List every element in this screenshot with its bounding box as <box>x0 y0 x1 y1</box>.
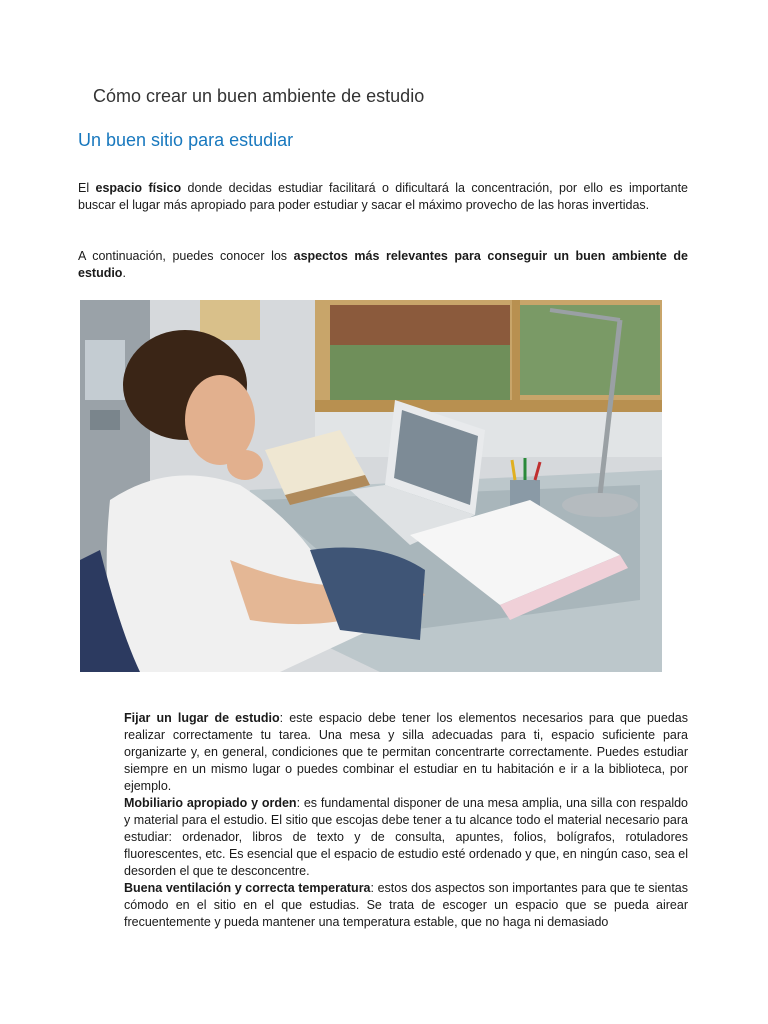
document-title: Cómo crear un buen ambiente de estudio <box>93 86 425 106</box>
paragraph-bold-text: aspectos más relevantes para conseguir un buen ambiente de estudio <box>78 249 689 280</box>
paragraph-text: donde decidas estudiar facilitará o dificultará la concentración, por ello es importante buscar el lugar más apropiado para poder estudiar y sacar el máximo provecho de las horas invertidas. <box>78 181 688 212</box>
list-item-term: Buena ventilación y correcta temperatura <box>124 881 371 895</box>
paragraph-text: El <box>78 181 96 195</box>
list-item-text: : estos dos aspectos son importantes para que te sientas cómodo en el sitio en el que estudias. Se trata de escoger un espacio que se pueda airear frecuentemente y pueda mantener una temperatura estable, que no haga ni demasiado <box>124 881 688 929</box>
aspects-paragraph <box>78 248 688 282</box>
student-studying-photo <box>80 300 662 672</box>
paragraph-bold-text: espacio físico <box>95 181 182 195</box>
tips-list <box>124 710 688 931</box>
paragraph-text: A continuación, puedes conocer los <box>78 249 294 263</box>
list-item-term: Mobiliario apropiado y orden <box>124 796 297 810</box>
list-item <box>124 710 688 795</box>
list-item <box>124 880 688 931</box>
section-heading: Un buen sitio para estudiar <box>78 130 294 150</box>
paragraph-text: . <box>122 266 126 280</box>
list-item-text: : este espacio debe tener los elementos necesarios para que puedas realizar correctamente tu tarea. Una mesa y silla adecuadas para ti, espacio suficiente para organizarte y, en general, condiciones que te permitan concentrarte correctamente. Puedes estudiar siempre en un mismo lugar o puedes combinar el estudiar en tu habitación e ir a la biblioteca, por ejemplo. <box>124 711 688 793</box>
list-item-text: : es fundamental disponer de una mesa amplia, una silla con respaldo y material para el estudio. El sitio que escojas debe tener a tu alcance todo el material necesario para estudiar: ordenador, libros de texto y de consulta, apuntes, folios, bolígrafos, rotuladores fluorescentes, etc. Es esencial que el espacio de estudio esté ordenado y que, en ningún caso, sea el desorden el que te desconcentre. <box>124 796 688 878</box>
list-item <box>124 795 688 880</box>
intro-paragraph <box>78 180 688 214</box>
list-item-term: Fijar un lugar de estudio <box>124 711 280 725</box>
